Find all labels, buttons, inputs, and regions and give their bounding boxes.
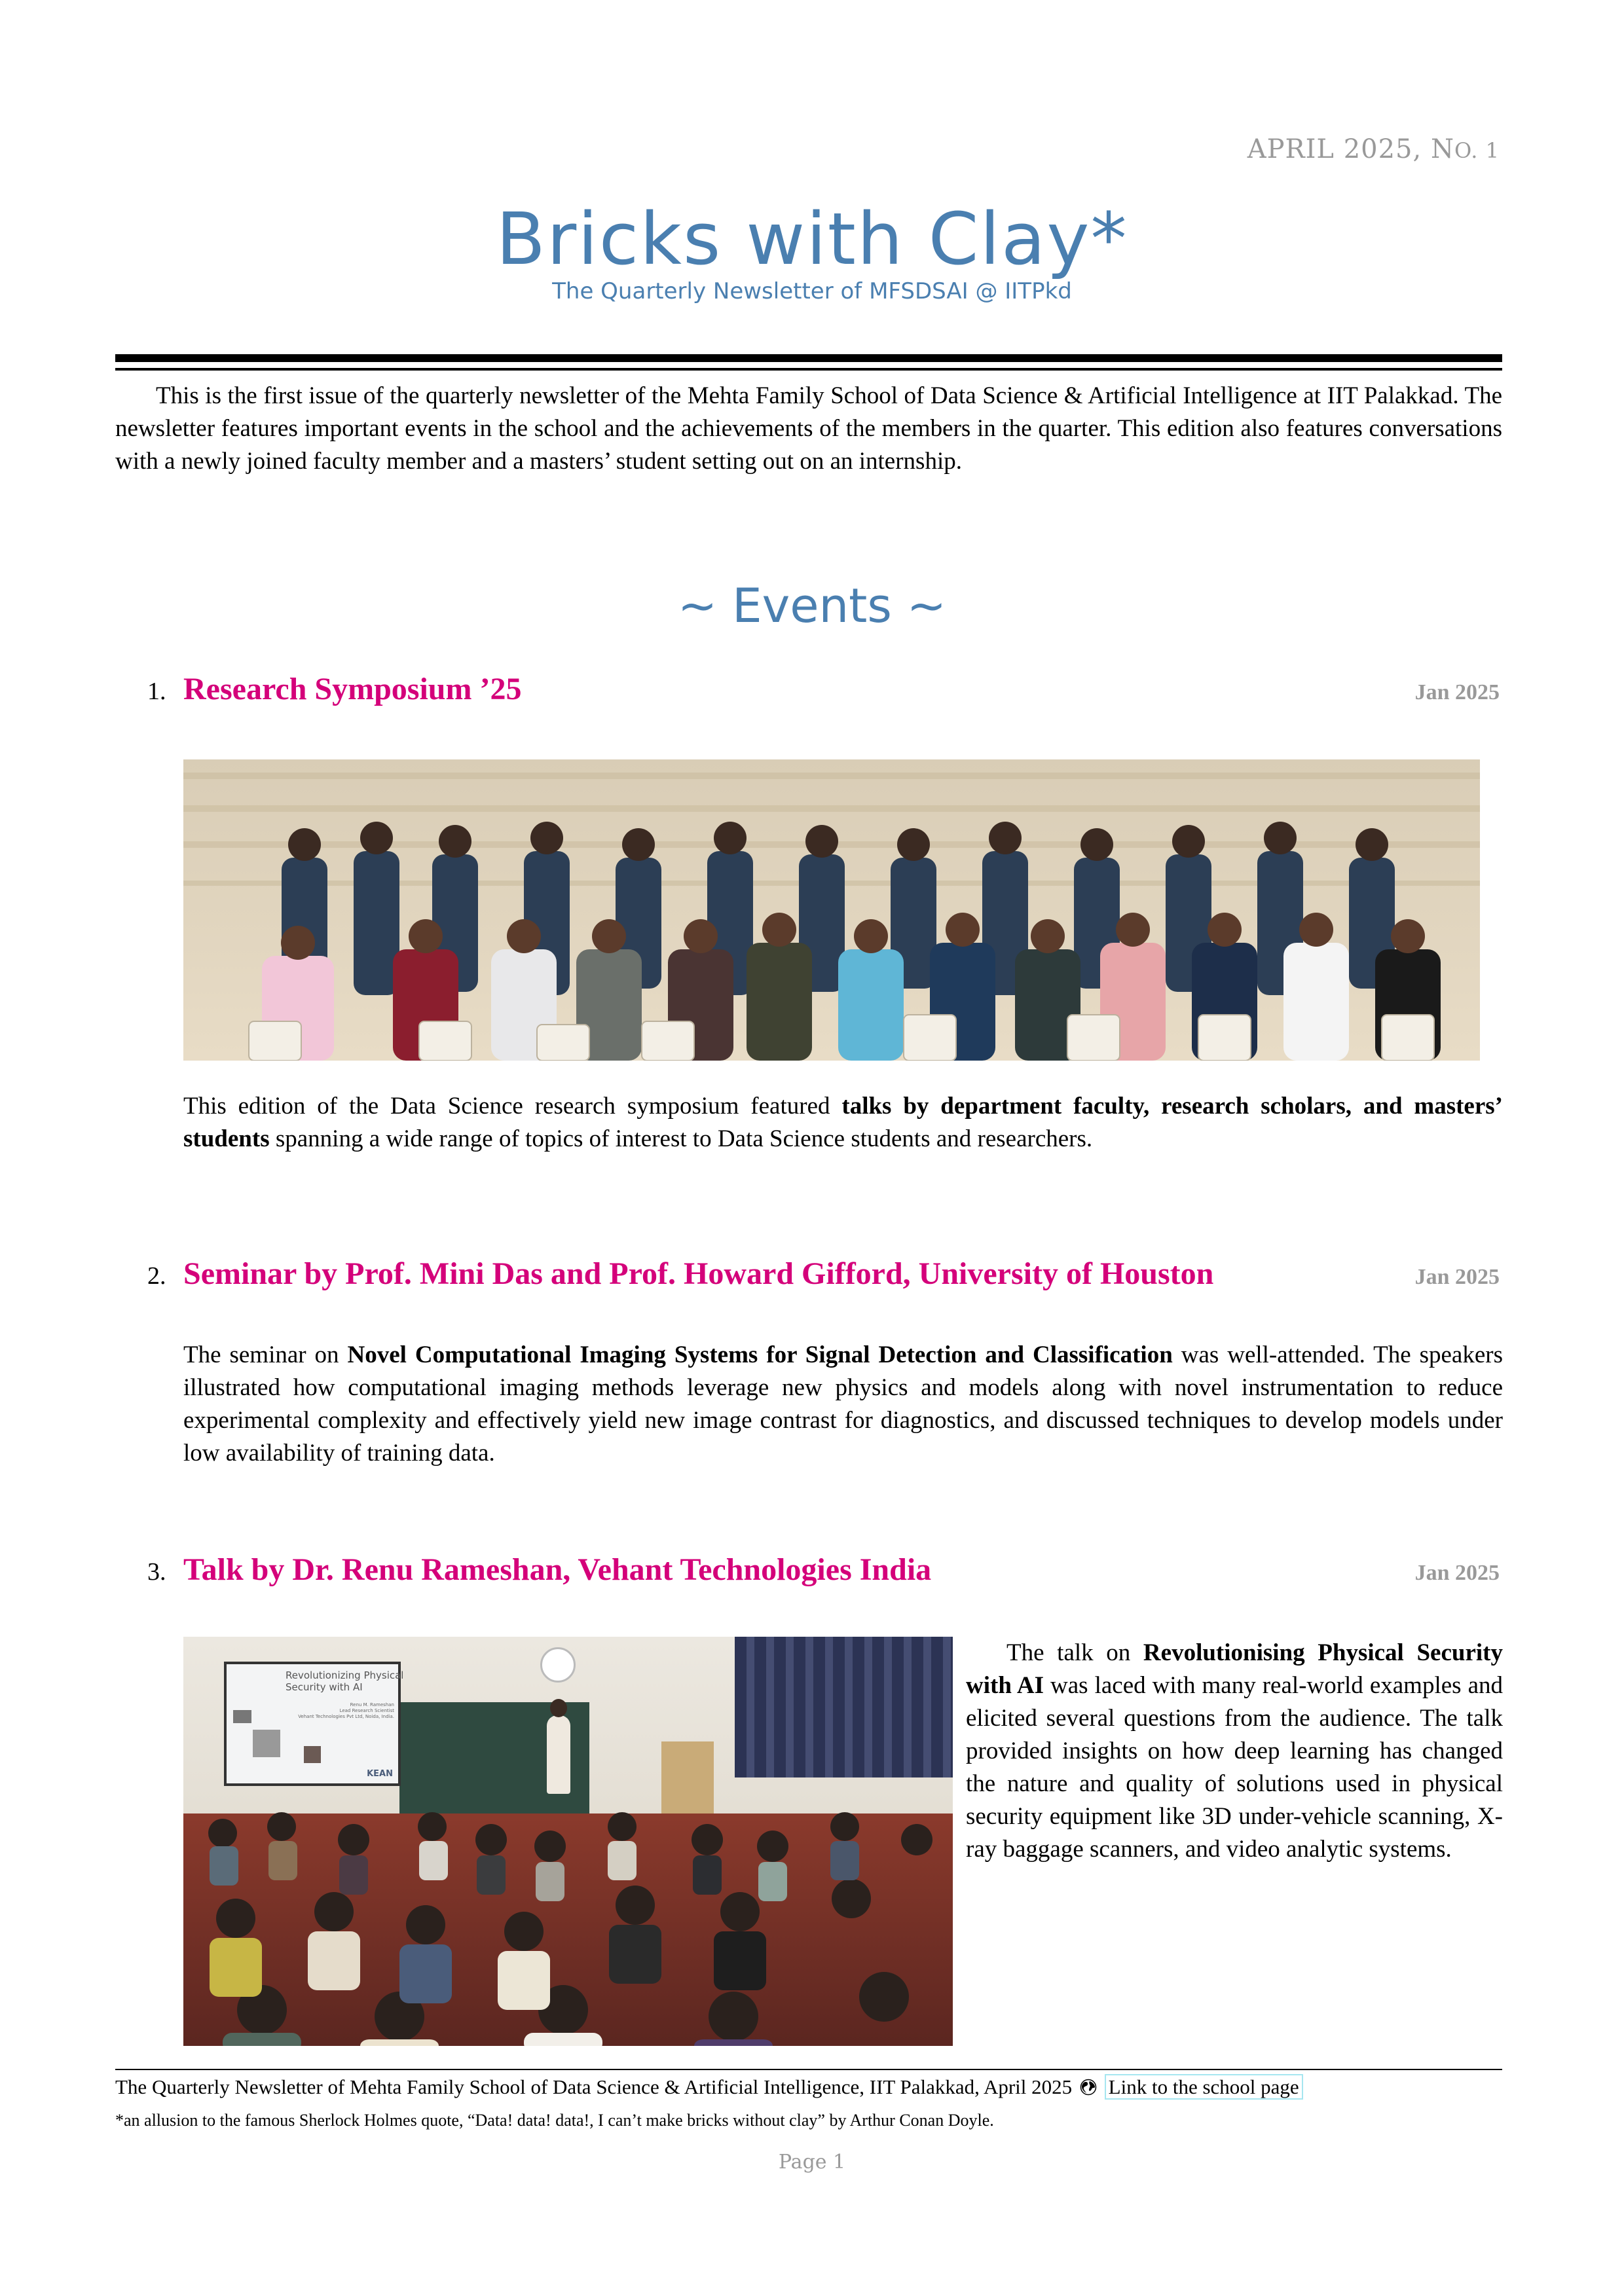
event-1-description xyxy=(183,1090,1503,1156)
event-1-text-end: spanning a wide range of topics of interest to Data Science students and researchers. xyxy=(269,1125,1093,1152)
event-heading-3 xyxy=(147,1552,1500,1588)
event-3-highlight: Revolutionising Physical Security with AI xyxy=(966,1639,1503,1699)
speaker-figure xyxy=(547,1715,570,1794)
event-date: Jan 2025 xyxy=(1414,1561,1500,1585)
newsletter-subtitle: The Quarterly Newsletter of MFSDSAI @ IITPkd xyxy=(552,278,1072,304)
event-title: Talk by Dr. Renu Rameshan, Vehant Technologies India xyxy=(183,1552,932,1587)
events-section-title: ~ Events ~ xyxy=(677,578,947,633)
event-date: Jan 2025 xyxy=(1414,1265,1500,1289)
intro-paragraph: This is the first issue of the quarterly newsletter of the Mehta Family School of Data Science & Artificial Intelligence at IIT Palakkad. The newsletter features important events in the school and the achievements of the members in the quarter. This edition also features conversations with a newly joined faculty member and a masters’ student setting out on an internship. xyxy=(115,382,1502,475)
issue-label xyxy=(1247,134,1500,164)
issue-no-suffix: O. 1 xyxy=(1454,138,1500,163)
school-page-link[interactable]: Link to the school page xyxy=(1105,2074,1303,2100)
event-3-text: The talk on xyxy=(1006,1639,1143,1666)
masthead xyxy=(0,197,1624,304)
event-title: Research Symposium ’25 xyxy=(183,672,522,706)
event-1-text: This edition of the Data Science research symposium featured xyxy=(183,1093,842,1120)
window-curtains xyxy=(735,1637,953,1777)
page-number: Page 1 xyxy=(778,2151,846,2174)
slide-title-line-1: Revolutionizing Physical xyxy=(286,1669,404,1681)
footer-text: The Quarterly Newsletter of Mehta Family School of Data Science & Artificial Intelligence, IIT Palakkad, April 2025 xyxy=(115,2075,1073,2098)
footer-line xyxy=(115,2074,1303,2102)
slide-speaker: Renu M. Rameshan xyxy=(350,1702,394,1707)
slide-org: Vehant Technologies Pvt Ltd, Noida, India. xyxy=(298,1714,394,1719)
event-heading-1 xyxy=(147,671,1500,707)
issue-no-prefix: N xyxy=(1430,134,1454,164)
event-number: 2. xyxy=(147,1262,166,1290)
event-2-highlight: Novel Computational Imaging Systems for Signal Detection and Classification xyxy=(347,1341,1173,1368)
slide-credits xyxy=(298,1702,394,1720)
header-rule-thick xyxy=(115,354,1502,362)
slide-title-line-2: Security with AI xyxy=(286,1681,363,1693)
slide-title xyxy=(286,1669,403,1693)
footer-rule xyxy=(115,2069,1502,2070)
issue-month: APRIL 2025, xyxy=(1247,134,1422,164)
video-analytics-image xyxy=(304,1746,321,1763)
event-2-text-end: was well-attended. The speakers illustrated how computational imaging methods leverage new physics and models along with novel instrumentation to reduce experimental complexity and effectively yield new image contrast for diagnostics, and discussed techniques to develop models under low availability of training data. xyxy=(183,1341,1503,1467)
slide-role: Lead Research Scientist xyxy=(339,1708,394,1713)
talk-photo xyxy=(183,1637,953,2046)
event-number: 3. xyxy=(147,1558,166,1586)
event-2-description xyxy=(183,1339,1503,1470)
slide-logo: KEAN xyxy=(367,1769,393,1779)
speaker-head xyxy=(550,1699,567,1717)
newsletter-title: Bricks with Clay* xyxy=(496,197,1128,281)
projector-screen xyxy=(224,1662,404,1786)
group-photo-illustration xyxy=(183,759,1480,1061)
symposium-group-photo xyxy=(183,759,1480,1061)
xray-scanner-image xyxy=(253,1730,280,1757)
car-scanner-image xyxy=(233,1710,251,1723)
audience-illustration xyxy=(183,1800,953,2046)
event-heading-2 xyxy=(147,1256,1500,1292)
event-2-text: The seminar on xyxy=(183,1341,348,1368)
event-3-description xyxy=(966,1637,1503,1866)
event-date: Jan 2025 xyxy=(1414,680,1500,704)
footnote: *an allusion to the famous Sherlock Holmes quote, “Data! data! data!, I can’t make bricks without clay” by Arthur Conan Doyle. xyxy=(115,2111,994,2130)
clock-icon xyxy=(540,1647,576,1683)
event-3-text-end: was laced with many real-world examples and elicited several questions from the audience. The talk provided insights on how deep learning has changed the nature and quality of solutions used in physical security equipment like 3D under-vehicle scanning, X-ray baggage scanners, and video analytic systems. xyxy=(966,1672,1503,1863)
event-number: 1. xyxy=(147,678,166,705)
globe-icon xyxy=(1080,2076,1097,2102)
event-title: Seminar by Prof. Mini Das and Prof. Howard Gifford, University of Houston xyxy=(183,1256,1214,1291)
header-rule-thin xyxy=(115,368,1502,371)
event-1-highlight: talks by department faculty, research scholars, and masters’ students xyxy=(183,1093,1503,1152)
